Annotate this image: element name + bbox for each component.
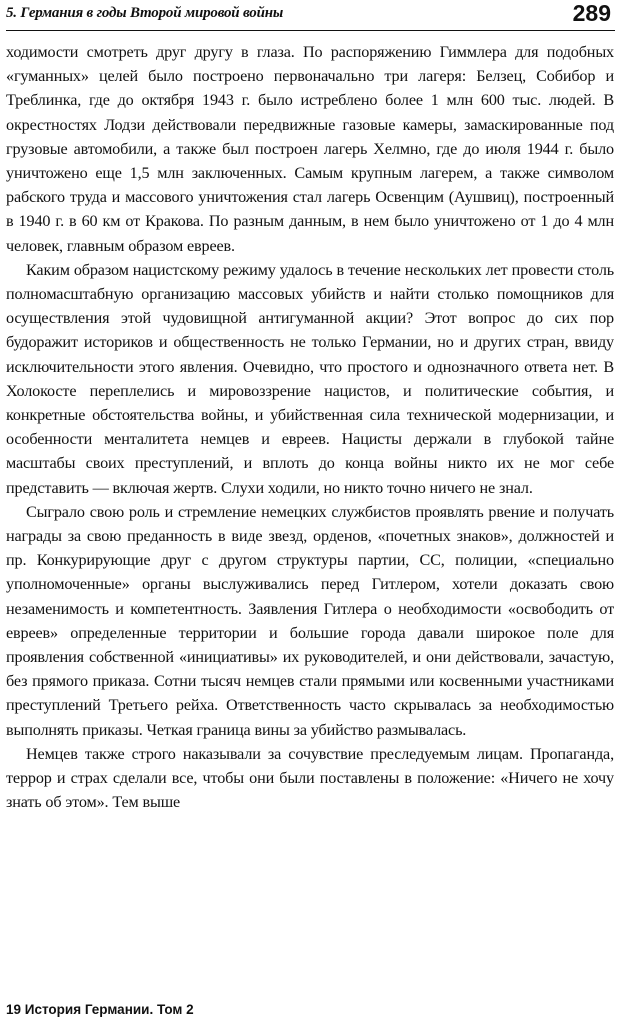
paragraph-4: Немцев также строго наказывали за сочувствие преследуемым лицам. Пропаганда, террор и страх сделали все, чтобы они были поставлены в положение: «Ничего не хочу знать об этом». Тем выше: [6, 744, 614, 812]
paragraph-3: Сыграло свою роль и стремление немецких службистов проявлять рвение и получать награды за свою преданность в виде звезд, орденов, «почетных знаков», должностей и пр. Конкурирующие друг с другом структуры партии, СС, полиции, «специально уполномоченные» органы выслуживались перед Гитлером, хотели доказать свою незаменимость и компетентность. Заявления Гитлера о необходимости «освободить от евреев» определенные территории и большие города давали широкое поле для проявления собственной «инициативы» их руководителей, и они действовали, зачастую, без прямого приказа. Сотни тысяч немцев стали прямыми или косвенными участниками преступлений Третьего рейха. Ответственность часто скрывалась за необходимостью выполнять приказы. Четкая граница вины за убийство размывалась.: [6, 502, 614, 739]
paragraph-1: ходимости смотреть друг другу в глаза. По распоряжению Гиммлера для подобных «гуманных» целей было построено первоначально три лагеря: Белзец, Собибор и Треблинка, где до октября 1943 г. было истреблено более 1 млн 600 тыс. людей. В окрестностях Лодзи действовали передвижные газовые камеры, замаскированные под грузовые автомобили, а также был построен лагерь Хелмно, где до июля 1944 г. было уничтожено еще 1,5 млн заключенных. Самым крупным лагерем, а также символом рабского труда и массового уничтожения стал лагерь Освенцим (Аушвиц), построенный в 1940 г. в 60 км от Кракова. По разным данным, в нем было уничтожено от 1 до 4 млн человек, главным образом евреев.: [6, 43, 614, 255]
body-text: [6, 40, 614, 815]
footer-signature: 19 История Германии. Том 2: [6, 1002, 194, 1017]
running-title: 5. Германия в годы Второй мировой войны: [6, 5, 284, 21]
running-head: [6, 0, 615, 31]
paragraph-2: Каким образом нацистскому режиму удалось в течение нескольких лет провести столь полномасштабную организацию массовых убийств и найти столько помощников для осуществления этой чудовищной антигуманной акции? Этот вопрос до сих пор будоражит историков и общественность не только Германии, но и других стран, ввиду исключительности этого явления. Очевидно, что простого и однозначного ответа нет. В Холокосте переплелись и мировоззрение нацистов, и политические события, и конкретные обстоятельства войны, и убийственная сила технической модернизации, и особенности менталитета немцев и евреев. Нацисты держали в глубокой тайне масштабы своих преступлений, и вплоть до конца войны никто их не мог себе представить — включая жертв. Слухи ходили, но никто точно ничего не знал.: [6, 260, 614, 497]
page-number: 289: [572, 0, 611, 26]
